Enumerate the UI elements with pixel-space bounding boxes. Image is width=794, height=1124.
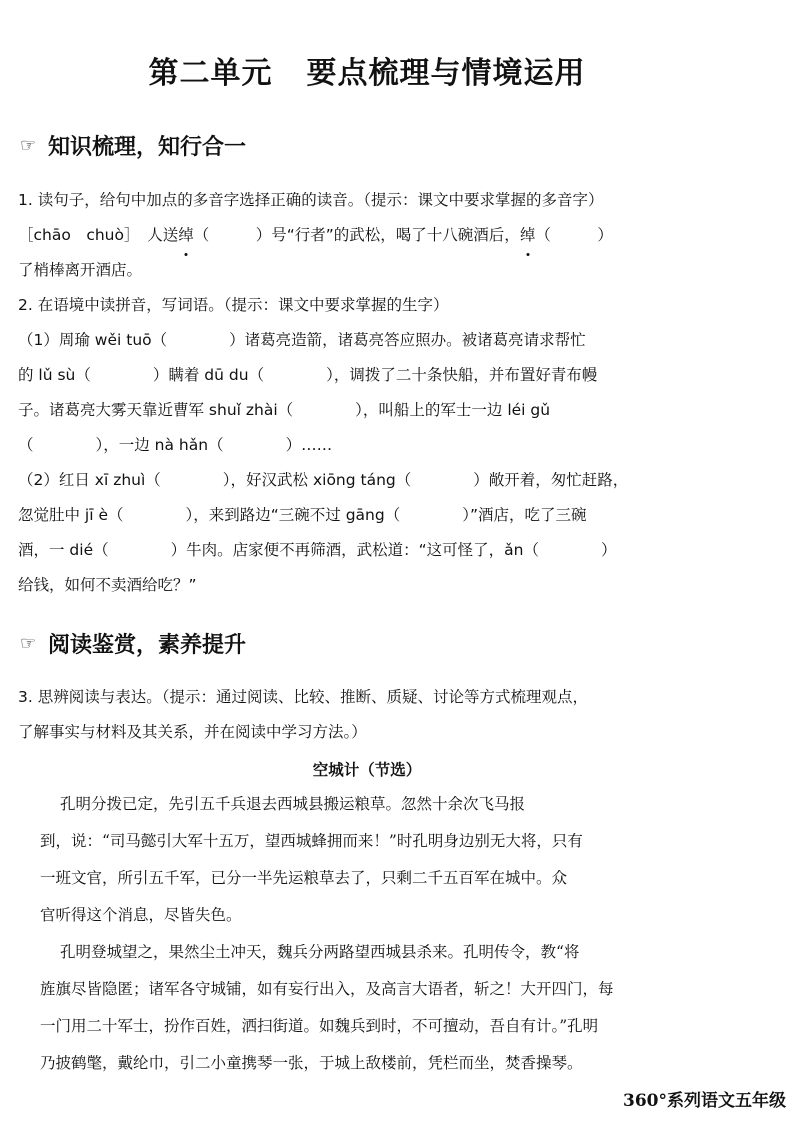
passage-line: 孔明分拨已定，先引五千兵退去西城县搬运粮草。忽然十余次飞马报 <box>60 795 526 813</box>
page-title <box>0 48 734 92</box>
passage-line: 一班文官，所引五千军，已分一半先运粮草去了，只剩二千五百军在城中。众 <box>40 869 568 887</box>
q1-line: 了梢棒离开酒店。 <box>18 261 143 279</box>
passage-line: 一门用二十军士，扮作百姓，洒扫街道。如魏兵到时，不可擅动，吾自有计。”孔明 <box>40 1017 599 1035</box>
section-heading-reading <box>20 628 246 659</box>
q3-line: 了解事实与材料及其关系，并在阅读中学习方法。） <box>18 723 367 741</box>
q3-line: 3. 思辨阅读与表达。（提示：通过阅读、比较、推断、质疑、讨论等方式梳理观点， <box>18 688 588 706</box>
passage-line: 孔明登城望之，果然尘土冲天，魏兵分两路望西城县杀来。孔明传令，教“将 <box>60 943 580 961</box>
passage-title: 空城计（节选） <box>312 761 422 779</box>
q2-line: 的 lǔ sù（ ）瞒着 dū du（ ），调拨了二十条快船，并布置好青布幔 <box>18 366 598 384</box>
q2-line: （2）红日 xī zhuì（ ），好汉武松 xiōng táng（ ）敞开着，匆忙赶路， <box>18 471 629 489</box>
section-heading-text: 阅读鉴赏，素养提升 <box>48 633 247 658</box>
passage-line: 乃披鹤氅，戴纶巾，引二小童携琴一张，于城上敌楼前，凭栏而坐，焚香操琴。 <box>40 1054 583 1072</box>
q2-line: 子。诸葛亮大雾天靠近曹军 shuǐ zhài（ ），叫船上的军士一边 léi gǔ <box>18 401 551 419</box>
title-unit: 第二单元 <box>148 56 273 91</box>
question-2 <box>18 288 718 603</box>
q1-text: ［chāo chuò］ 人送 <box>18 226 179 244</box>
question-3 <box>18 680 718 750</box>
q2-line: 2. 在语境中读拼音，写词语。（提示：课文中要求掌握的生字） <box>18 296 449 314</box>
q1-line: 1. 读句子，给句中加点的多音字选择正确的读音。（提示：课文中要求掌握的多音字） <box>18 191 604 209</box>
q2-line: 给钱，如何不卖酒给吃？” <box>18 576 197 594</box>
q2-line: 忽觉肚中 jī è（ ），来到路边“三碗不过 gāng（ ）”酒店，吃了三碗 <box>18 506 587 524</box>
section-heading-knowledge <box>20 130 246 161</box>
pointing-hand-icon: ☞ <box>20 633 37 654</box>
q1-text: （ ）号“行者”的武松，喝了十八碗酒后， <box>193 226 520 244</box>
q2-line: 酒，一 dié（ ）牛肉。店家便不再筛酒，武松道：“这可怪了，ǎn（ ） <box>18 541 617 559</box>
q2-line: （ ），一边 nà hǎn（ ）…… <box>18 436 333 454</box>
title-topic: 要点梳理与情境运用 <box>306 56 586 91</box>
dotted-char: 绰 <box>178 218 194 253</box>
q1-line <box>18 218 718 253</box>
series-footer: 360°系列语文五年级 <box>623 1091 786 1111</box>
passage-line: 旌旗尽皆隐匿；诸军各守城铺，如有妄行出入，及高言大语者，斩之！大开四门，每 <box>40 980 614 998</box>
pointing-hand-icon: ☞ <box>20 135 37 156</box>
question-1 <box>18 183 718 288</box>
q1-text: （ ） <box>535 226 613 244</box>
q2-line: （1）周瑜 wěi tuō（ ）诸葛亮造箭，诸葛亮答应照办。被诸葛亮请求帮忙 <box>18 331 586 349</box>
dotted-char: 绰 <box>520 218 536 253</box>
section-heading-text: 知识梳理，知行合一 <box>48 135 247 160</box>
passage-body <box>40 786 720 1082</box>
passage-line: 到，说：“司马懿引大军十五万，望西城蜂拥而来！”时孔明身边别无大将，只有 <box>40 832 583 850</box>
passage-line: 官听得这个消息，尽皆失色。 <box>40 906 242 924</box>
